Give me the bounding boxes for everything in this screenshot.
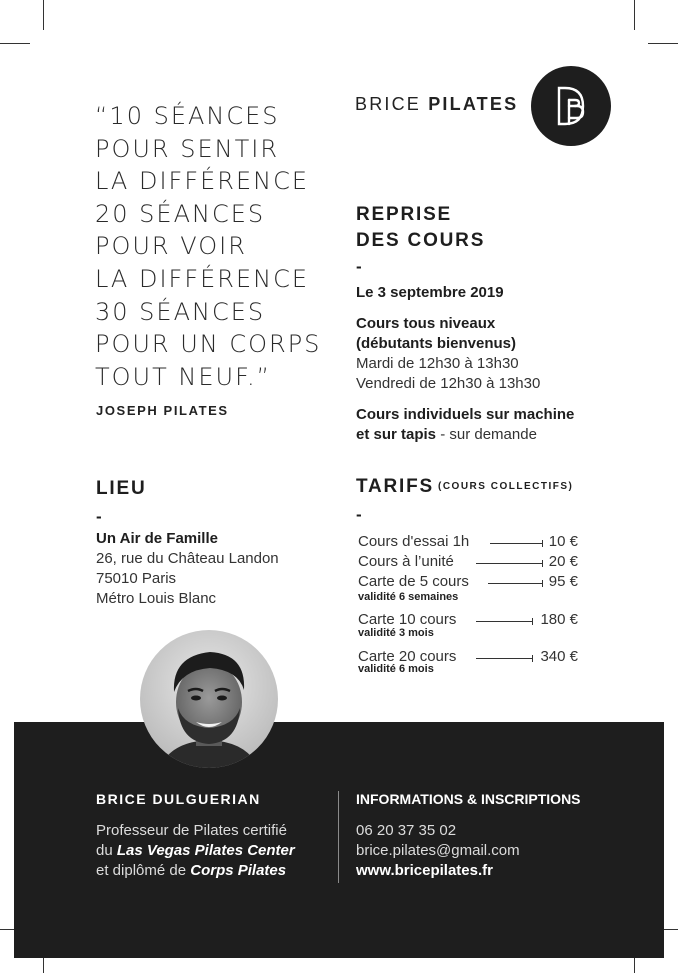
venue-name: Un Air de Famille bbox=[96, 530, 218, 547]
email-address[interactable]: brice.pilates@gmail.com bbox=[356, 842, 520, 859]
phone-number[interactable]: 06 20 37 35 02 bbox=[356, 822, 457, 839]
tarif-row bbox=[358, 553, 578, 573]
crop-mark bbox=[634, 0, 635, 30]
quote-line: “10 SÉANCES bbox=[95, 102, 280, 130]
crop-mark bbox=[43, 0, 44, 30]
tarifs-title-text: TARIFS bbox=[356, 476, 434, 497]
individual-courses bbox=[356, 405, 574, 445]
quote-line: 30 SÉANCES bbox=[95, 297, 266, 326]
tarif-label: Carte 10 cours bbox=[358, 611, 457, 628]
section-dash: - bbox=[356, 505, 362, 524]
tarif-price: 20 € bbox=[548, 553, 578, 570]
tarif-label: Cours d'essai 1h bbox=[358, 533, 470, 550]
reprise-title-line: REPRISE bbox=[356, 204, 453, 225]
schedule-line: Vendredi de 12h30 à 13h30 bbox=[356, 375, 541, 392]
tarif-label: Carte 20 cours bbox=[358, 648, 457, 665]
levels-line: Cours tous niveaux bbox=[356, 315, 496, 332]
metro-line: Métro Louis Blanc bbox=[96, 590, 217, 607]
tarif-note: validité 3 mois bbox=[358, 627, 434, 639]
levels-line: (débutants bienvenus) bbox=[356, 335, 517, 352]
indiv-line-rest: - sur demande bbox=[436, 426, 537, 443]
indiv-line: Cours individuels sur machine bbox=[356, 406, 575, 423]
lieu-address bbox=[96, 529, 279, 609]
reprise-title bbox=[356, 202, 485, 254]
address-line: 26, rue du Château Landon bbox=[96, 550, 279, 567]
tarif-row bbox=[358, 573, 578, 593]
tarif-leader-line bbox=[488, 583, 542, 584]
website-link[interactable]: www.bricepilates.fr bbox=[356, 862, 493, 879]
tarif-leader-line bbox=[476, 658, 532, 659]
tarif-note: validité 6 mois bbox=[358, 663, 434, 675]
tarif-row bbox=[358, 533, 578, 553]
address-line: 75010 Paris bbox=[96, 570, 177, 587]
portrait-photo bbox=[140, 630, 278, 768]
desc-highlight: Corps Pilates bbox=[190, 862, 287, 879]
tarif-leader-line bbox=[490, 543, 542, 544]
brand-first: BRICE bbox=[355, 94, 422, 114]
instructor-name: BRICE DULGUERIAN bbox=[96, 791, 261, 807]
quote-line: TOUT NEUF.” bbox=[95, 362, 272, 391]
tarif-price: 340 € bbox=[540, 648, 578, 665]
quote bbox=[95, 100, 325, 393]
quote-line: POUR UN CORPS bbox=[95, 330, 322, 359]
tarif-price: 180 € bbox=[540, 611, 578, 628]
quote-line: LA DIFFÉRENCE bbox=[95, 167, 310, 196]
tarif-leader-line bbox=[476, 621, 532, 622]
brand-name bbox=[355, 94, 518, 115]
desc-text: du bbox=[96, 842, 117, 859]
course-levels bbox=[356, 314, 540, 394]
bp-monogram-icon bbox=[531, 66, 611, 146]
tarif-price: 10 € bbox=[548, 533, 578, 550]
quote-line: 20 SÉANCES bbox=[95, 199, 266, 228]
quote-line: LA DIFFÉRENCE bbox=[95, 264, 310, 293]
tarif-label: Cours à l’unité bbox=[358, 553, 454, 570]
tarif-leader-line bbox=[476, 563, 542, 564]
quote-author: JOSEPH PILATES bbox=[96, 403, 229, 418]
crop-mark bbox=[0, 43, 30, 44]
tarifs-subtitle: (COURS COLLECTIFS) bbox=[438, 481, 574, 492]
reprise-title-line: DES COURS bbox=[356, 230, 486, 251]
indiv-line-bold: et sur tapis bbox=[356, 426, 437, 443]
info-title: INFORMATIONS & INSCRIPTIONS bbox=[356, 791, 581, 807]
lieu-title: LIEU bbox=[96, 478, 147, 499]
tarifs-title bbox=[356, 476, 573, 498]
tarif-note: validité 6 semaines bbox=[358, 591, 459, 603]
quote-line: POUR VOIR bbox=[95, 232, 247, 261]
desc-highlight: Las Vegas Pilates Center bbox=[116, 842, 295, 859]
schedule-line: Mardi de 12h30 à 13h30 bbox=[356, 355, 519, 372]
section-dash: - bbox=[356, 257, 362, 276]
crop-mark bbox=[648, 43, 678, 44]
contact-info bbox=[356, 821, 520, 881]
quote-line: POUR SENTIR bbox=[95, 134, 279, 163]
desc-line: Professeur de Pilates certifié bbox=[96, 822, 287, 839]
instructor-description bbox=[96, 821, 295, 881]
footer-divider bbox=[338, 791, 339, 883]
tarif-price: 95 € bbox=[548, 573, 578, 590]
brand-second: PILATES bbox=[428, 94, 519, 114]
section-dash: - bbox=[96, 507, 102, 526]
desc-text: et diplômé de bbox=[96, 862, 191, 879]
tarif-label: Carte de 5 cours bbox=[358, 573, 469, 590]
reprise-date: Le 3 septembre 2019 bbox=[356, 284, 504, 301]
